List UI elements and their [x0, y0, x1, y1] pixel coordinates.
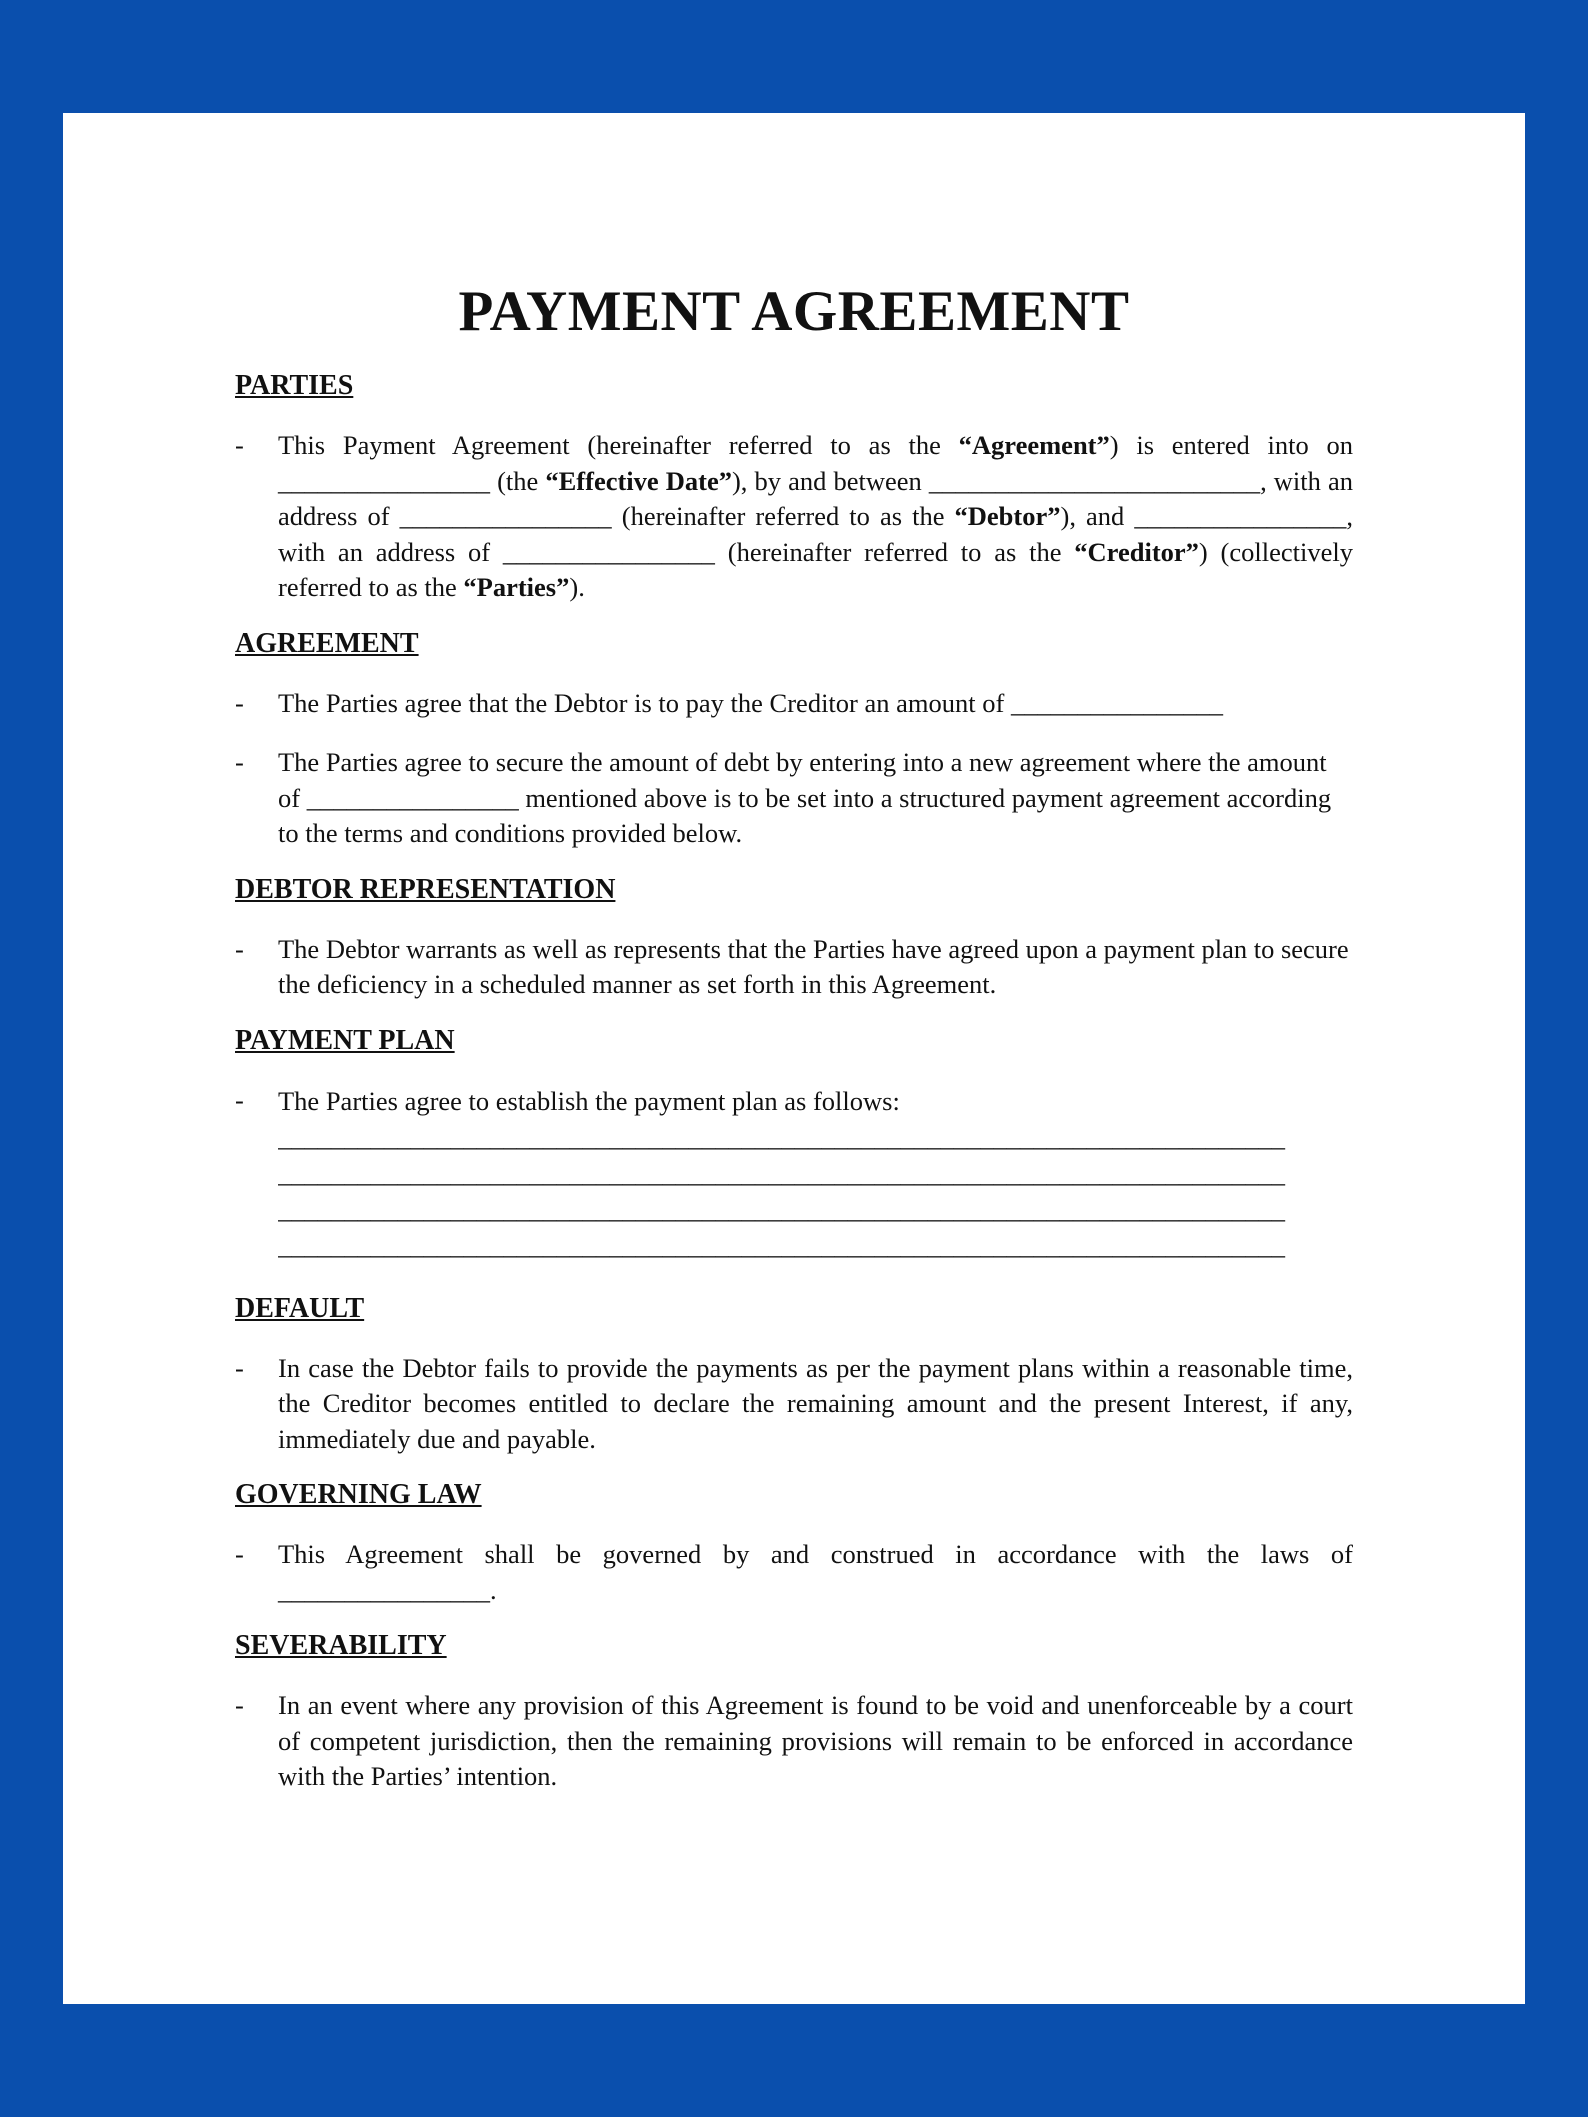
payment-plan-blank-line: ____________________________________________________________________________	[278, 1157, 1285, 1188]
list-item-agreement-2	[235, 745, 1353, 852]
debtor-representation-paragraph: The Debtor warrants as well as represents that the Parties have agreed upon a payment plan to secure the deficiency in a scheduled manner as set forth in this Agreement.	[278, 933, 1349, 999]
section-heading-governing-law: GOVERNING LAW	[235, 1479, 482, 1510]
term-agreement: “Agreement”	[958, 430, 1110, 460]
term-effective-date: “Effective Date”	[545, 465, 732, 496]
bullet-dash: -	[235, 1690, 244, 1720]
list-item-severability	[235, 1688, 1353, 1795]
payment-plan-blank-line: ____________________________________________________________________________	[278, 1229, 1285, 1260]
list-item-debtor-representation	[235, 932, 1353, 1003]
parties-paragraph: This Payment Agreement (hereinafter referred to as the “Agreement”) is entered into on ________________ (the “Effective Date”), by and between _________________________, with an address of ________________ (hereinafter referred to as the “Debtor”), and ________________, with an address of ________________ (hereinafter referred to as the “Creditor”) (collectively referred to as the “Parties”).	[278, 430, 1353, 602]
agreement-paragraph-2: The Parties agree to secure the amount of debt by entering into a new agreement where the amount of ________________ mentioned above is to be set into a structured payment agreement according to the terms and conditions provided below.	[278, 747, 1332, 848]
payment-plan-blank-line: ____________________________________________________________________________	[278, 1121, 1285, 1152]
bullet-dash: -	[235, 1084, 244, 1115]
term-creditor: “Creditor”	[1074, 536, 1199, 567]
section-parties	[235, 370, 1353, 606]
section-heading-parties: PARTIES	[235, 370, 354, 401]
section-heading-payment-plan: PAYMENT PLAN	[235, 1024, 455, 1056]
agreement-paragraph-1: The Parties agree that the Debtor is to pay the Creditor an amount of ________________	[278, 687, 1223, 718]
bullet-dash: -	[235, 1539, 244, 1569]
payment-plan-intro: The Parties agree to establish the payment plan as follows:	[278, 1085, 900, 1116]
list-item-governing-law	[235, 1537, 1353, 1608]
bullet-dash: -	[235, 687, 244, 718]
section-default	[235, 1293, 1353, 1458]
section-heading-debtor-representation: DEBTOR REPRESENTATION	[235, 873, 616, 905]
list-item-payment-plan	[235, 1083, 1353, 1263]
bullet-dash: -	[235, 430, 244, 460]
document-page	[63, 113, 1525, 2004]
section-governing-law	[235, 1479, 1353, 1608]
list-item-agreement-1	[235, 686, 1353, 722]
governing-law-paragraph: This Agreement shall be governed by and construed in accordance with the laws of ________________.	[278, 1539, 1353, 1605]
bullet-dash: -	[235, 747, 244, 777]
section-heading-severability: SEVERABILITY	[235, 1630, 447, 1661]
list-item-parties	[235, 428, 1353, 606]
document-title: PAYMENT AGREEMENT	[458, 280, 1130, 343]
section-heading-agreement: AGREEMENT	[235, 627, 419, 659]
payment-plan-block	[278, 1083, 1353, 1263]
section-heading-default: DEFAULT	[235, 1292, 365, 1324]
document-content	[235, 280, 1353, 1795]
list-item-default	[235, 1351, 1353, 1458]
severability-paragraph: In an event where any provision of this Agreement is found to be void and unenforceable by a court of competent jurisdiction, then the remaining provisions will remain to be enforced in accordance with the Parties’ intention.	[278, 1690, 1353, 1791]
payment-plan-blank-line: ____________________________________________________________________________	[278, 1193, 1285, 1224]
bullet-dash: -	[235, 933, 244, 964]
bullet-dash: -	[235, 1352, 244, 1383]
section-agreement	[235, 628, 1353, 852]
section-severability	[235, 1630, 1353, 1795]
section-debtor-representation	[235, 874, 1353, 1003]
section-payment-plan	[235, 1025, 1353, 1263]
default-paragraph: In case the Debtor fails to provide the payments as per the payment plans within a reasonable time, the Creditor becomes entitled to declare the remaining amount and the present Interest, if any, immediately due and payable.	[278, 1352, 1353, 1454]
term-debtor: “Debtor”	[954, 501, 1061, 531]
term-parties: “Parties”	[463, 572, 570, 602]
